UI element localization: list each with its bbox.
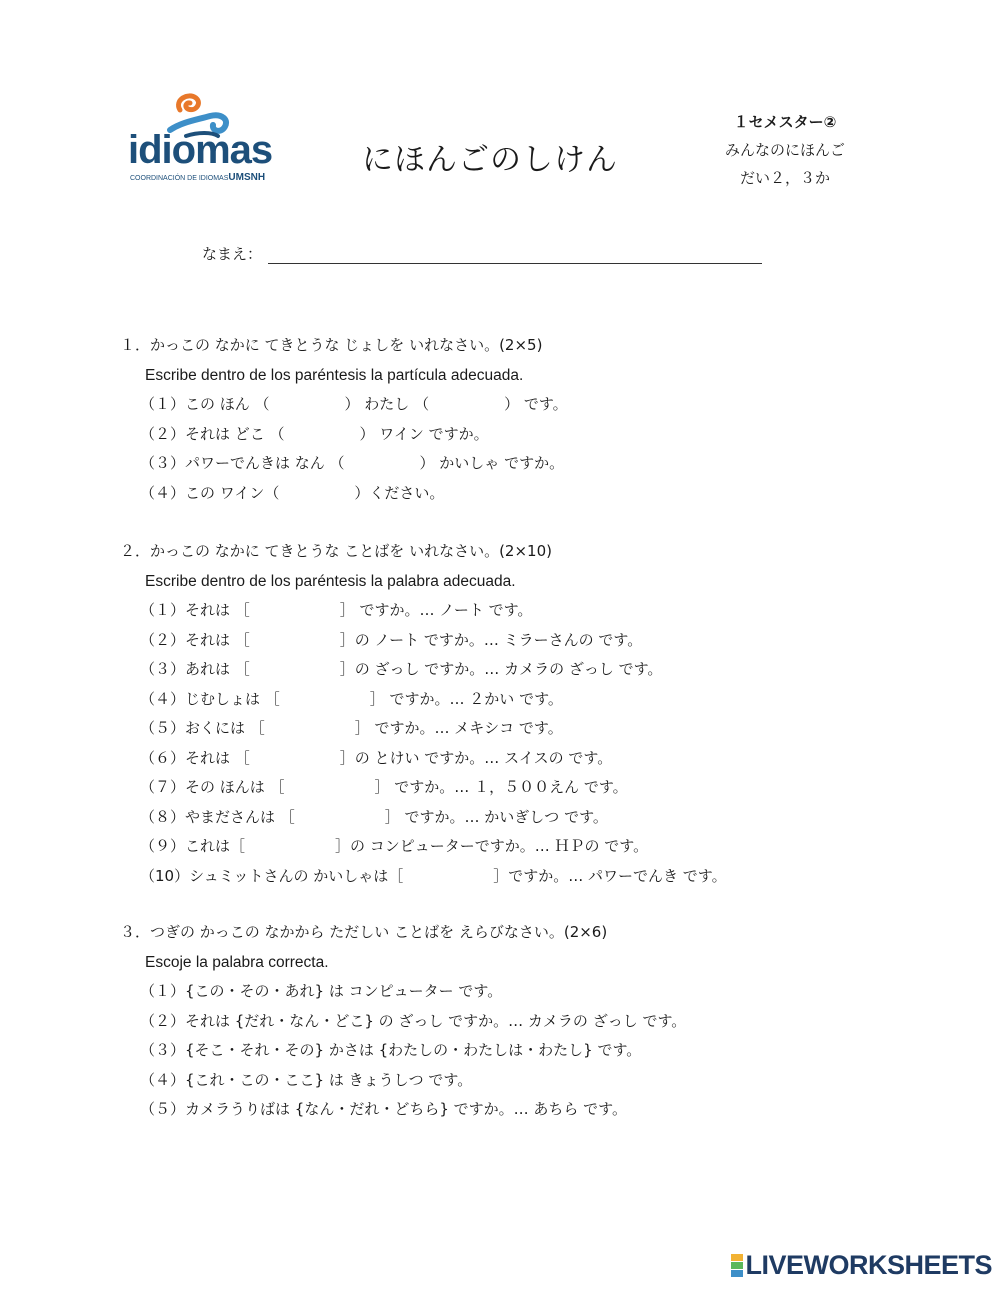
name-field: [202, 243, 762, 264]
logo-subtitle-text: COORDINACIÓN DE IDIOMAS: [130, 175, 229, 182]
brand-wordmark: LIVEWORKSHEETS: [745, 1250, 992, 1280]
question-item[interactable]: （10）シュミットさんの かいしゃは［ ］ですか。… パワーでんき です。: [140, 866, 727, 885]
name-label: なまえ：: [202, 245, 263, 263]
question-section-1: [120, 331, 568, 508]
question-item[interactable]: （５）カメラうりばは {なん・だれ・どちら} ですか。… あちら です。: [140, 1100, 627, 1118]
question-item[interactable]: （９）これは［ ］の コンピューターですか。… ＨＰの です。: [140, 837, 649, 855]
question-item[interactable]: （７）その ほんは ［ ］ ですか。… １，５００えん です。: [140, 778, 628, 796]
question-item[interactable]: （５）おくには ［ ］ ですか。… メキシコ です。: [140, 719, 563, 737]
question-heading: ２．かっこの なかに てきとうな ことばを いれなさい。(2×10): [120, 542, 552, 560]
question-heading: ３．つぎの かっこの なかから ただしい ことばを えらびなさい。(2×6): [120, 923, 608, 941]
semester-label: １セメスター②: [733, 113, 837, 131]
question-item[interactable]: （４）{これ・この・ここ} は きょうしつ です。: [140, 1070, 473, 1089]
logo-subtitle: [130, 172, 265, 183]
question-section-2: [120, 537, 727, 891]
question-item[interactable]: （２）それは {だれ・なん・どこ} の ざっし ですか。… カメラの ざっし です。: [140, 1011, 687, 1030]
liveworksheets-brand[interactable]: [731, 1252, 992, 1279]
question-item[interactable]: （３）{そこ・それ・その} かさは {わたしの・わたしは・わたし} です。: [140, 1041, 642, 1059]
name-input-line[interactable]: [268, 247, 762, 264]
question-item[interactable]: （２）それは ［ ］の ノート ですか。… ミラーさんの です。: [140, 630, 643, 649]
question-item[interactable]: （３）パワーでんきは なん （ ） かいしゃ ですか。: [140, 454, 565, 472]
question-heading: １．かっこの なかに てきとうな じょしを いれなさい。(2×5): [120, 336, 543, 354]
question-item[interactable]: （８）やまださんは ［ ］ ですか。… かいぎしつ です。: [140, 807, 608, 826]
question-item[interactable]: （４）じむしょは ［ ］ ですか。… ２かい です。: [140, 689, 563, 708]
page-title: にほんごのしけん: [362, 142, 618, 178]
question-item[interactable]: （１）この ほん （ ） わたし （ ） です。: [140, 395, 568, 413]
question-item[interactable]: （１）{この・その・あれ} は コンピューター です。: [140, 982, 503, 1000]
exam-meta: [700, 108, 870, 192]
question-item[interactable]: （２）それは どこ （ ） ワイン ですか。: [140, 424, 489, 443]
question-instruction: Escribe dentro de los paréntesis la partícula adecuada.: [145, 366, 524, 384]
question-section-3: [120, 918, 686, 1125]
logo-org: UMSNH: [228, 172, 266, 183]
question-instruction: Escribe dentro de los paréntesis la palabra adecuada.: [145, 572, 516, 590]
brand-blocks-icon: [731, 1254, 743, 1277]
idiomas-logo: [128, 92, 278, 184]
question-item[interactable]: （３）あれは ［ ］の ざっし ですか。… カメラの ざっし です。: [140, 660, 663, 678]
question-instruction: Escoje la palabra correcta.: [145, 953, 329, 971]
question-item[interactable]: （４）この ワイン（ ）ください。: [140, 483, 445, 502]
textbook-label: みんなのにほんご: [724, 141, 845, 159]
question-item[interactable]: （６）それは ［ ］の とけい ですか。… スイスの です。: [140, 748, 613, 767]
question-item[interactable]: （１）それは ［ ］ ですか。… ノート です。: [140, 601, 533, 619]
lesson-label: だい２，３か: [739, 169, 830, 187]
logo-wordmark: idiomas: [128, 128, 273, 172]
